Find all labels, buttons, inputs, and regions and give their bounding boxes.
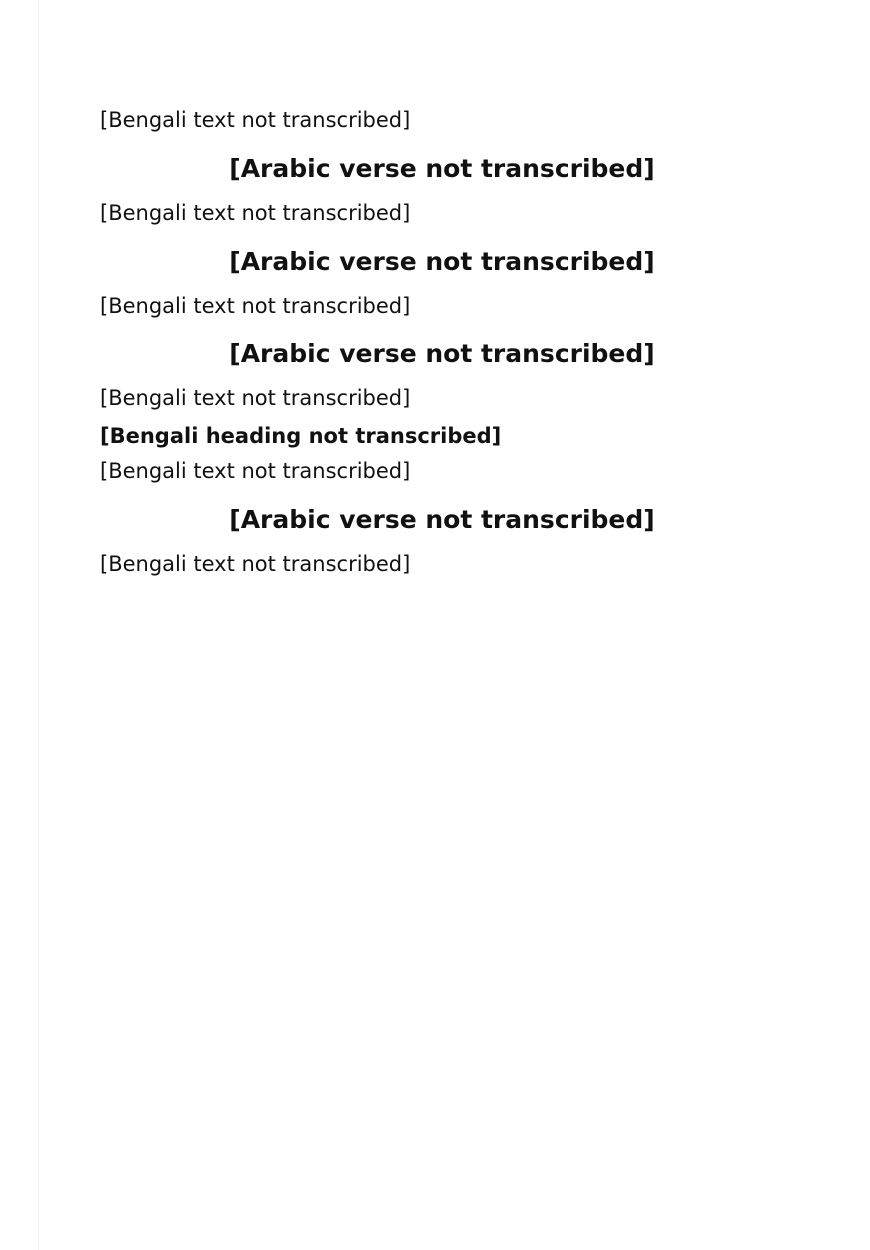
binding-edge [38, 0, 39, 1250]
verse-3: [Arabic verse not transcribed] [229, 339, 655, 369]
verse-4: [Arabic verse not transcribed] [229, 504, 655, 534]
book-page [100, 104, 784, 581]
verse-2: [Arabic verse not transcribed] [229, 246, 655, 276]
paragraph-2: [Bengali text not transcribed] [100, 200, 411, 225]
paragraph-6: [Bengali text not transcribed] [100, 551, 411, 576]
section-heading: [Bengali heading not transcribed] [100, 424, 502, 449]
paragraph-5: [Bengali text not transcribed] [100, 459, 411, 484]
paragraph-4: [Bengali text not transcribed] [100, 386, 411, 411]
paragraph-3: [Bengali text not transcribed] [100, 293, 411, 318]
verse-1: [Arabic verse not transcribed] [229, 153, 655, 183]
paragraph-1: [Bengali text not transcribed] [100, 108, 411, 132]
